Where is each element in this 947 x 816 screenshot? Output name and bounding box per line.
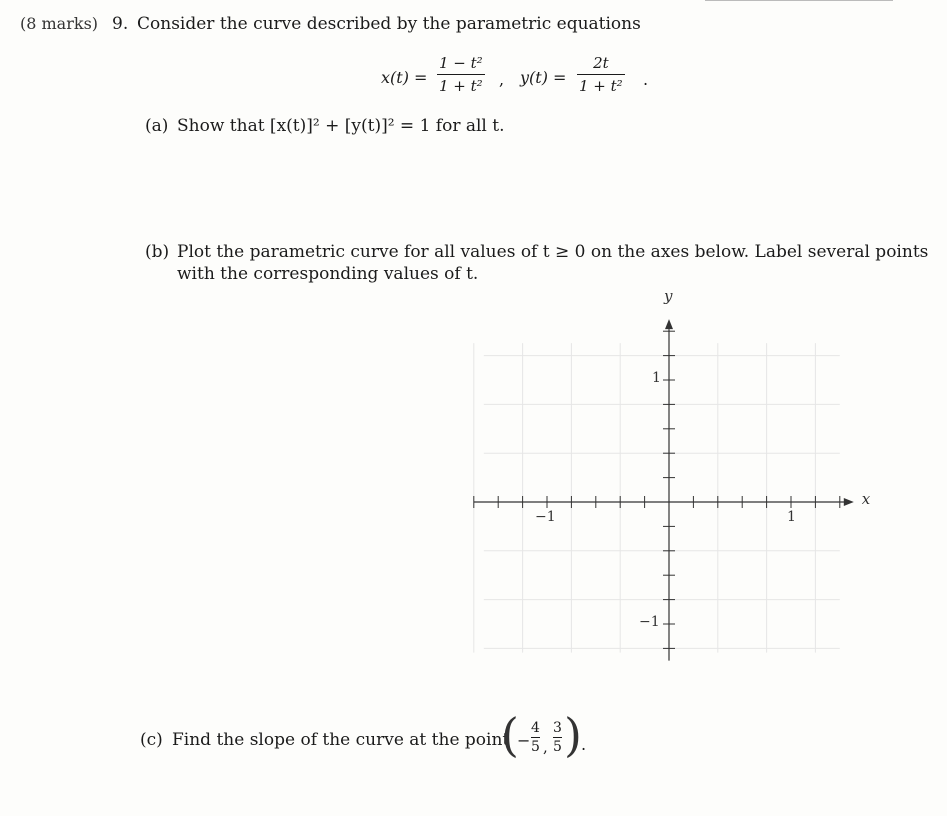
point-y-denominator: 5 bbox=[553, 739, 562, 755]
y-tick-label-neg1: −1 bbox=[639, 614, 660, 630]
left-paren: ( bbox=[501, 708, 519, 762]
point-y-fraction bbox=[553, 720, 562, 755]
axes-lines bbox=[474, 319, 854, 660]
x-equation-lhs: x(t) = bbox=[381, 68, 428, 87]
x-axis-arrow bbox=[844, 498, 854, 506]
part-c-text: Find the slope of the curve at the point bbox=[172, 730, 510, 750]
y-axis-arrow bbox=[665, 319, 673, 329]
x-tick-label-neg1: −1 bbox=[535, 509, 556, 525]
y-numerator: 2t bbox=[593, 54, 609, 72]
y-tick-label-1: 1 bbox=[652, 370, 661, 386]
equation-end: . bbox=[643, 70, 649, 89]
marks-label: (8 marks) bbox=[20, 14, 99, 33]
y-axis-label: y bbox=[664, 287, 673, 306]
y-denominator: 1 + t² bbox=[579, 77, 623, 95]
part-b-label: (b) bbox=[145, 242, 170, 262]
right-paren: ) bbox=[564, 708, 582, 762]
equation-separator: , bbox=[499, 70, 505, 89]
point-comma: , bbox=[543, 738, 548, 756]
x-axis-label: x bbox=[861, 490, 871, 508]
point-end: . bbox=[581, 735, 587, 754]
x-numerator: 1 − t² bbox=[439, 54, 483, 72]
x-tick-label-1: 1 bbox=[787, 509, 796, 525]
part-c-label: (c) bbox=[140, 730, 163, 750]
point-x-numerator: 4 bbox=[531, 720, 540, 736]
y-equation-lhs: y(t) = bbox=[520, 68, 567, 87]
part-a-label: (a) bbox=[145, 116, 169, 136]
part-b-text-line1: Plot the parametric curve for all values of t ≥ 0 on the axes below. Label several points bbox=[177, 242, 929, 262]
grid-lines bbox=[474, 343, 840, 652]
point-x-sign: − bbox=[517, 731, 531, 750]
question-number: 9. bbox=[112, 14, 129, 34]
part-b-text-line2: with the corresponding values of t. bbox=[177, 264, 479, 284]
point-x-fraction bbox=[531, 720, 540, 755]
point-y-numerator: 3 bbox=[553, 720, 562, 736]
point-x-denominator: 5 bbox=[531, 739, 540, 755]
question-text: Consider the curve described by the parametric equations bbox=[137, 14, 641, 34]
x-denominator: 1 + t² bbox=[439, 77, 483, 95]
part-a-text: Show that [x(t)]² + [y(t)]² = 1 for all t. bbox=[177, 116, 505, 136]
